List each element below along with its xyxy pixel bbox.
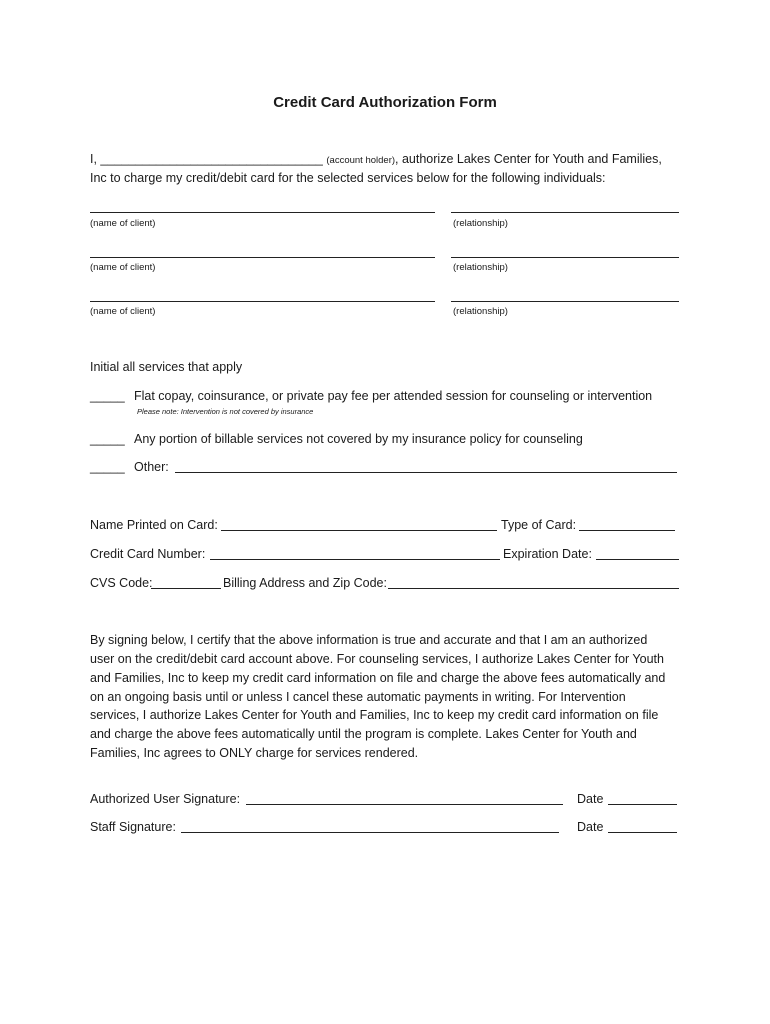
certification-line: and Families, Inc to keep my credit card information on file and charge the above fees automatically and (90, 671, 666, 685)
billing-address-field[interactable] (388, 588, 679, 589)
services-heading: Initial all services that apply (90, 360, 243, 374)
expiration-date-label: Expiration Date: (503, 547, 592, 561)
client-name-field[interactable] (90, 212, 435, 213)
service-initial-field[interactable]: _____ (90, 460, 125, 474)
client-name-field[interactable] (90, 257, 435, 258)
name-on-card-field[interactable] (221, 530, 497, 531)
card-number-label: Credit Card Number: (90, 547, 206, 561)
certification-line: Families, Inc agrees to ONLY charge for services rendered. (90, 746, 419, 760)
staff-signature-label: Staff Signature: (90, 820, 176, 834)
form-title: Credit Card Authorization Form (273, 94, 497, 111)
relationship-label: (relationship) (453, 262, 508, 273)
card-type-label: Type of Card: (501, 518, 577, 532)
account-holder-field[interactable]: ________________________________ (100, 152, 323, 166)
cvs-code-label: CVS Code: (90, 576, 153, 590)
relationship-field[interactable] (451, 301, 679, 302)
cvs-code-field[interactable] (151, 588, 221, 589)
name-on-card-label: Name Printed on Card: (90, 518, 218, 532)
billing-address-label: Billing Address and Zip Code: (223, 576, 387, 590)
relationship-field[interactable] (451, 257, 679, 258)
certification-line: By signing below, I certify that the above information is true and accurate and that I am an authorized (90, 633, 648, 647)
intro-line-1 (90, 150, 662, 170)
certification-line: on an ongoing basis until or unless I cancel these automatic payments in writing. For Intervention (90, 690, 626, 704)
staff-date-field[interactable] (608, 832, 677, 833)
intro-line-2: Inc to charge my credit/debit card for the selected services below for the following individuals: (90, 171, 606, 185)
service-initial-field[interactable]: _____ (90, 389, 125, 403)
service-label: Any portion of billable services not covered by my insurance policy for counseling (134, 432, 583, 446)
relationship-label: (relationship) (453, 218, 508, 229)
card-type-field[interactable] (579, 530, 675, 531)
service-label: Flat copay, coinsurance, or private pay fee per attended session for counseling or intervention (134, 389, 653, 403)
intro-prefix: I, (90, 152, 101, 166)
authorized-signature-label: Authorized User Signature: (90, 792, 241, 806)
relationship-label: (relationship) (453, 306, 508, 317)
client-name-label: (name of client) (90, 306, 156, 317)
authorized-signature-field[interactable] (246, 804, 563, 805)
client-name-label: (name of client) (90, 262, 156, 273)
account-holder-label: (account holder) (326, 155, 396, 166)
client-name-field[interactable] (90, 301, 435, 302)
service-note: Please note: Intervention is not covered by insurance (137, 407, 314, 416)
relationship-field[interactable] (451, 212, 679, 213)
expiration-date-field[interactable] (596, 559, 679, 560)
service-initial-field[interactable]: _____ (90, 432, 125, 446)
card-number-field[interactable] (210, 559, 500, 560)
certification-line: services, I authorize Lakes Center for Youth and Families, Inc to keep my credit card information on file (90, 708, 659, 722)
certification-line: and charge the above fees automatically until the program is complete. Lakes Center for Youth and (90, 727, 637, 741)
staff-signature-field[interactable] (181, 832, 559, 833)
intro-line-1-rest: , authorize Lakes Center for Youth and Families, (395, 152, 662, 166)
service-label: Other: (134, 460, 169, 474)
authorized-date-label: Date (577, 792, 604, 806)
client-name-label: (name of client) (90, 218, 156, 229)
other-service-field[interactable] (175, 472, 677, 473)
certification-line: user on the credit/debit card account above. For counseling services, I authorize Lakes Center for Youth (90, 652, 664, 666)
staff-date-label: Date (577, 820, 604, 834)
authorized-date-field[interactable] (608, 804, 677, 805)
